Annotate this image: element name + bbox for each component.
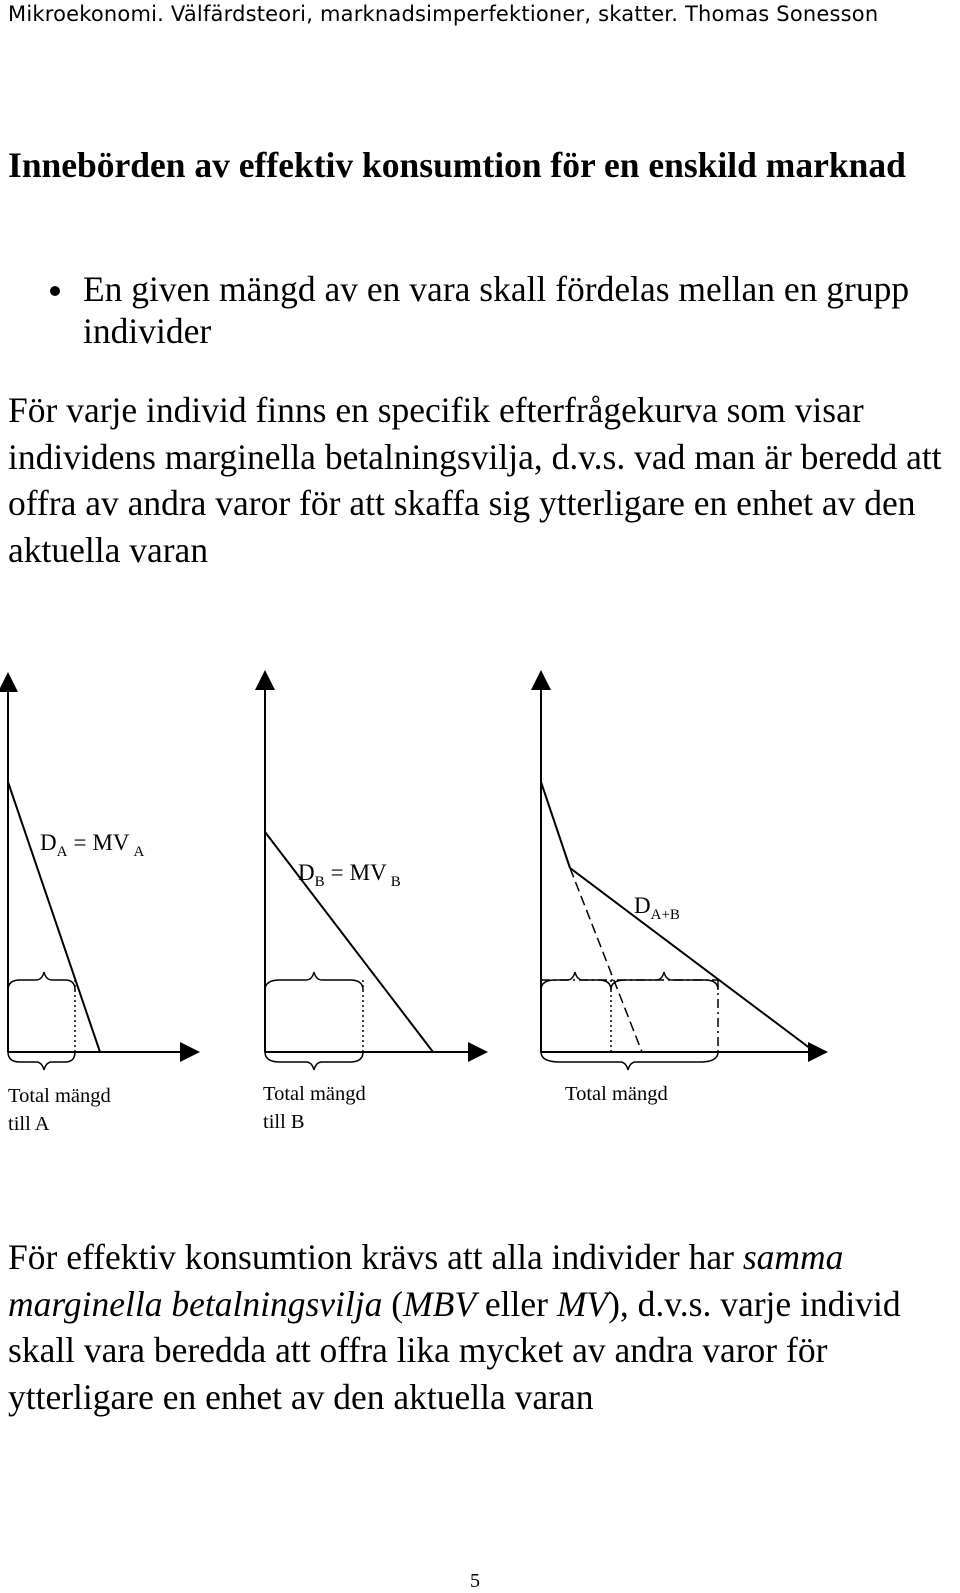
bullet-icon [50, 286, 60, 296]
bullet-text: En given mängd av en vara skall fördelas mellan en grupp individer [83, 269, 910, 351]
panel-a [8, 682, 190, 1135]
section-heading: Innebörden av effektiv konsumtion för en enskild marknad [8, 145, 906, 185]
panel-a-bottom-brace [8, 1052, 75, 1070]
panel-b-curve-label: $D_B$ = MV $_B$ [298, 860, 401, 890]
panel-b-quantity-label-line1: Total mängd [263, 1083, 366, 1105]
panel-c-quantity-label: Total mängd [565, 1083, 668, 1105]
panel-b-bottom-brace [265, 1052, 363, 1070]
panel-b [263, 680, 478, 1133]
demand-aggregation-diagram [0, 660, 960, 1160]
panel-a-top-brace [8, 972, 75, 990]
paragraph-efficient-consumption: För effektiv konsumtion krävs att alla individer har samma marginella betalningsvilja (MBV eller MV), d.v.s. varje individ skall vara beredda att offra lika mycket av andra varor för ytterligare en enhet av den aktuella varan [8, 1237, 901, 1417]
panel-c-top-brace-left [541, 972, 611, 990]
panel-a-quantity-label-line1: Total mängd [8, 1085, 111, 1107]
paragraph-demand-curve: För varje individ finns en specifik efterfrågekurva som visar individens marginella betalningsvilja, d.v.s. vad man är beredd att offra av andra varor för att skaffa sig ytterligare en enhet av den aktuella varan [8, 390, 942, 570]
running-header: Mikroekonomi. Välfärdsteori, marknadsimperfektioner, skatter. Thomas Sonesson [8, 2, 879, 26]
page-number: 5 [470, 1570, 480, 1592]
panel-b-top-brace [265, 972, 363, 990]
panel-c-bottom-brace [541, 1052, 718, 1070]
panel-a-demand-curve [8, 782, 100, 1052]
panel-a-curve-label: $D_A$ = MV $_A$ [40, 830, 145, 860]
panel-c-aggregate-demand-upper [541, 782, 570, 868]
panel-a-quantity-label-line2: till A [8, 1113, 50, 1135]
panel-b-quantity-label-line2: till B [263, 1111, 305, 1133]
panel-c [541, 680, 818, 1105]
panel-c-curve-label: $D_{A+B}$ [634, 893, 680, 923]
panel-c-top-brace-right [611, 972, 718, 990]
